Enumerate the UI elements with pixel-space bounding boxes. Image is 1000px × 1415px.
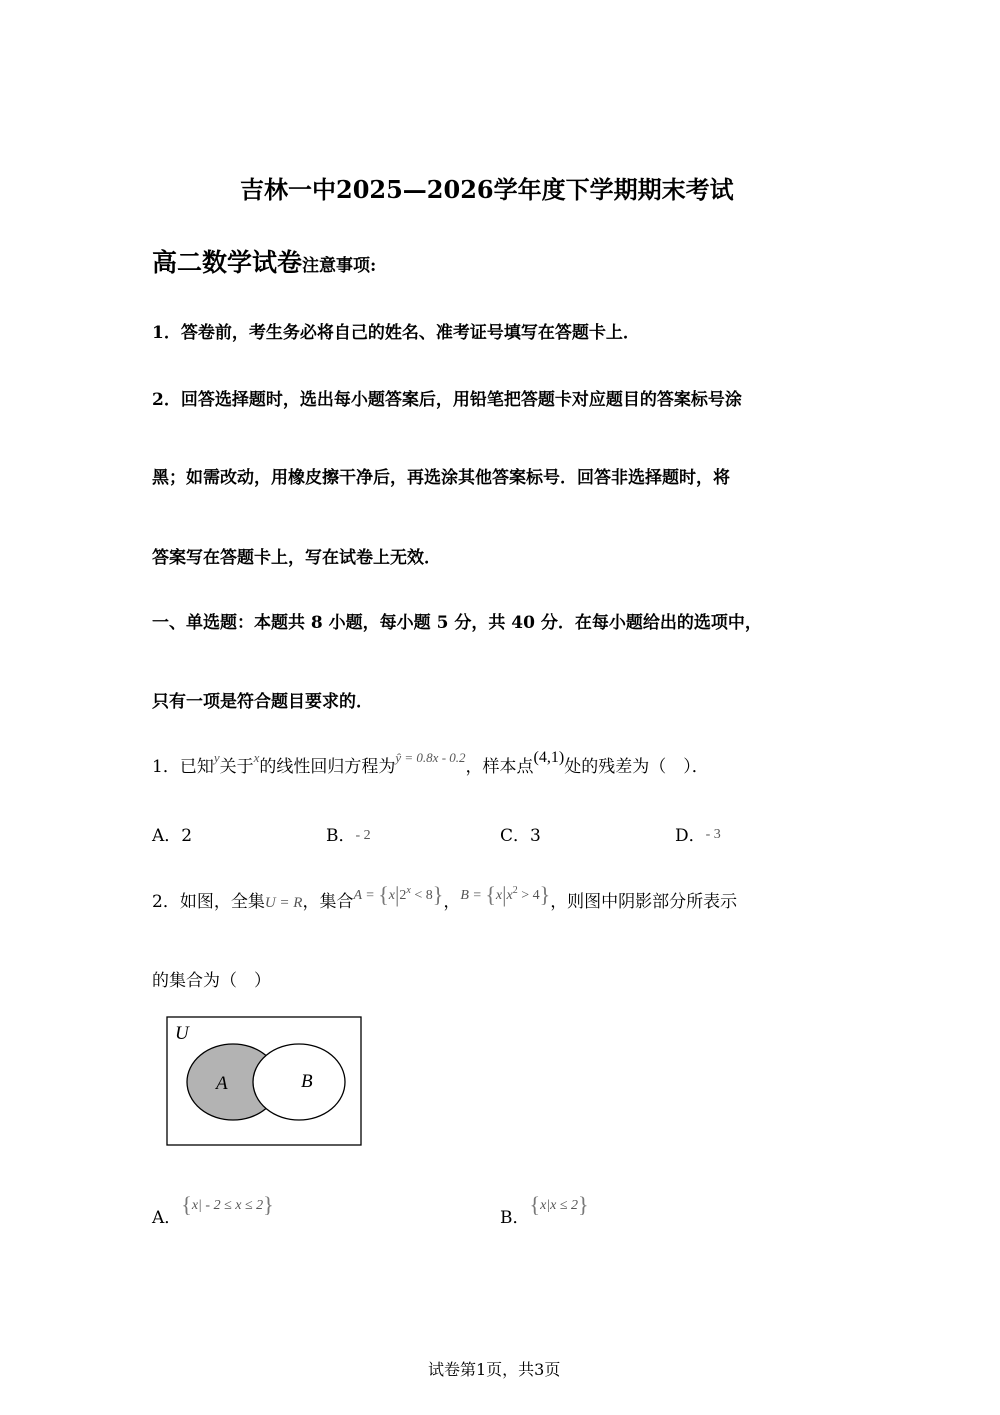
q2-set-a: A = {x|2x < 8} xyxy=(353,882,444,907)
q2-text-b: ，集合 xyxy=(302,892,354,912)
note-2-line-1: 2．回答选择题时，选出每小题答案后，用铅笔把答题卡对应题目的答案标号涂 xyxy=(152,390,742,410)
q1-text-b: 关于 xyxy=(219,757,254,777)
q1-text-e: 处的残差为（ ）． xyxy=(564,757,709,777)
q1-regression-equation: ŷ = 0.8x - 0.2 xyxy=(395,750,466,765)
q2-line-2: 的集合为（ ） xyxy=(152,971,271,991)
q2-option-a-set: {x| - 2 ≤ x ≤ 2} xyxy=(181,1192,274,1217)
note-1: 1．答卷前，考生务必将自己的姓名、准考证号填写在答题卡上． xyxy=(152,323,640,343)
exam-title: 吉林一中2025—2026学年度下学期期末考试 xyxy=(240,175,734,204)
q1-option-a-label: A． xyxy=(152,826,182,846)
notice-heading: 注意事项: xyxy=(302,256,377,276)
q2-set-b-cmp: > 4 xyxy=(521,888,540,903)
q2-set-b-base: x xyxy=(506,888,513,903)
q1-var-x: x xyxy=(253,750,260,765)
paper-subtitle: 高二数学试卷 xyxy=(152,248,303,277)
q2-comma: ， xyxy=(443,892,461,912)
venn-diagram xyxy=(166,1016,364,1148)
venn-set-b xyxy=(253,1044,345,1120)
q2-set-a-name: A = xyxy=(353,888,375,903)
q1-option-b-value: - 2 xyxy=(355,828,371,843)
q2-text-c: ，则图中阴影部分所表示 xyxy=(550,892,738,912)
q2-set-a-var: x xyxy=(388,888,395,903)
q2-option-b-value: x|x ≤ 2 xyxy=(540,1198,579,1213)
q1-option-c-value: 3 xyxy=(530,826,541,846)
q1-option-c[interactable] xyxy=(500,821,541,846)
q2-set-a-exp: x xyxy=(406,885,411,896)
q2-set-b: B = {x|x2 > 4} xyxy=(460,882,551,907)
venn-label-u: U xyxy=(175,1023,189,1044)
q2-option-b-set: {x|x ≤ 2} xyxy=(529,1192,589,1217)
page-footer: 试卷第1页，共3页 xyxy=(428,1360,561,1379)
section-1-line-1: 一、单选题：本题共 8 小题，每小题 5 分，共 40 分．在每小题给出的选项中， xyxy=(152,613,762,633)
q1-option-d-value: - 3 xyxy=(705,827,721,842)
q2-universe-text: U = R xyxy=(264,895,303,911)
q1-sample-point: (4,1) xyxy=(533,749,565,766)
q1-var-y: y xyxy=(213,750,220,765)
q2-set-b-name: B = xyxy=(460,888,482,903)
q2-set-b-exp: 2 xyxy=(512,885,518,896)
q2-option-b[interactable] xyxy=(500,1192,589,1232)
q1-option-b[interactable] xyxy=(326,821,371,846)
note-2-line-3: 答案写在答题卡上，写在试卷上无效． xyxy=(152,548,441,568)
q1-option-c-label: C． xyxy=(500,826,531,846)
q1-option-a-value: 2 xyxy=(181,826,193,846)
q2-text-a: 2．如图，全集 xyxy=(152,892,265,912)
subtitle-row xyxy=(152,243,376,279)
q1-text-c: 的线性回归方程为 xyxy=(259,757,396,777)
q1-option-d[interactable] xyxy=(675,821,721,846)
q2-universe xyxy=(265,895,303,911)
q1-option-d-label: D． xyxy=(675,826,706,846)
question-2 xyxy=(152,882,738,916)
venn-label-a: A xyxy=(216,1073,228,1094)
q2-set-a-cmp: < 8 xyxy=(414,888,433,903)
q2-option-b-label: B． xyxy=(500,1208,530,1228)
q2-set-b-var: x xyxy=(495,888,503,903)
q1-text-d: ，样本点 xyxy=(465,757,534,777)
q2-option-a-label: A． xyxy=(152,1208,182,1228)
q1-option-b-label: B． xyxy=(326,826,356,846)
q1-option-a[interactable] xyxy=(152,821,192,846)
q2-option-a-value: x| - 2 ≤ x ≤ 2 xyxy=(191,1198,264,1213)
venn-label-b: B xyxy=(301,1071,313,1092)
q2-set-a-base: 2 xyxy=(399,888,407,903)
q1-text-a: 1．已知 xyxy=(152,757,214,777)
q2-option-a[interactable] xyxy=(152,1192,274,1232)
section-1-line-2: 只有一项是符合题目要求的． xyxy=(152,692,373,712)
question-1 xyxy=(152,749,709,777)
note-2-line-2: 黑；如需改动，用橡皮擦干净后，再选涂其他答案标号．回答非选择题时，将 xyxy=(152,468,730,488)
